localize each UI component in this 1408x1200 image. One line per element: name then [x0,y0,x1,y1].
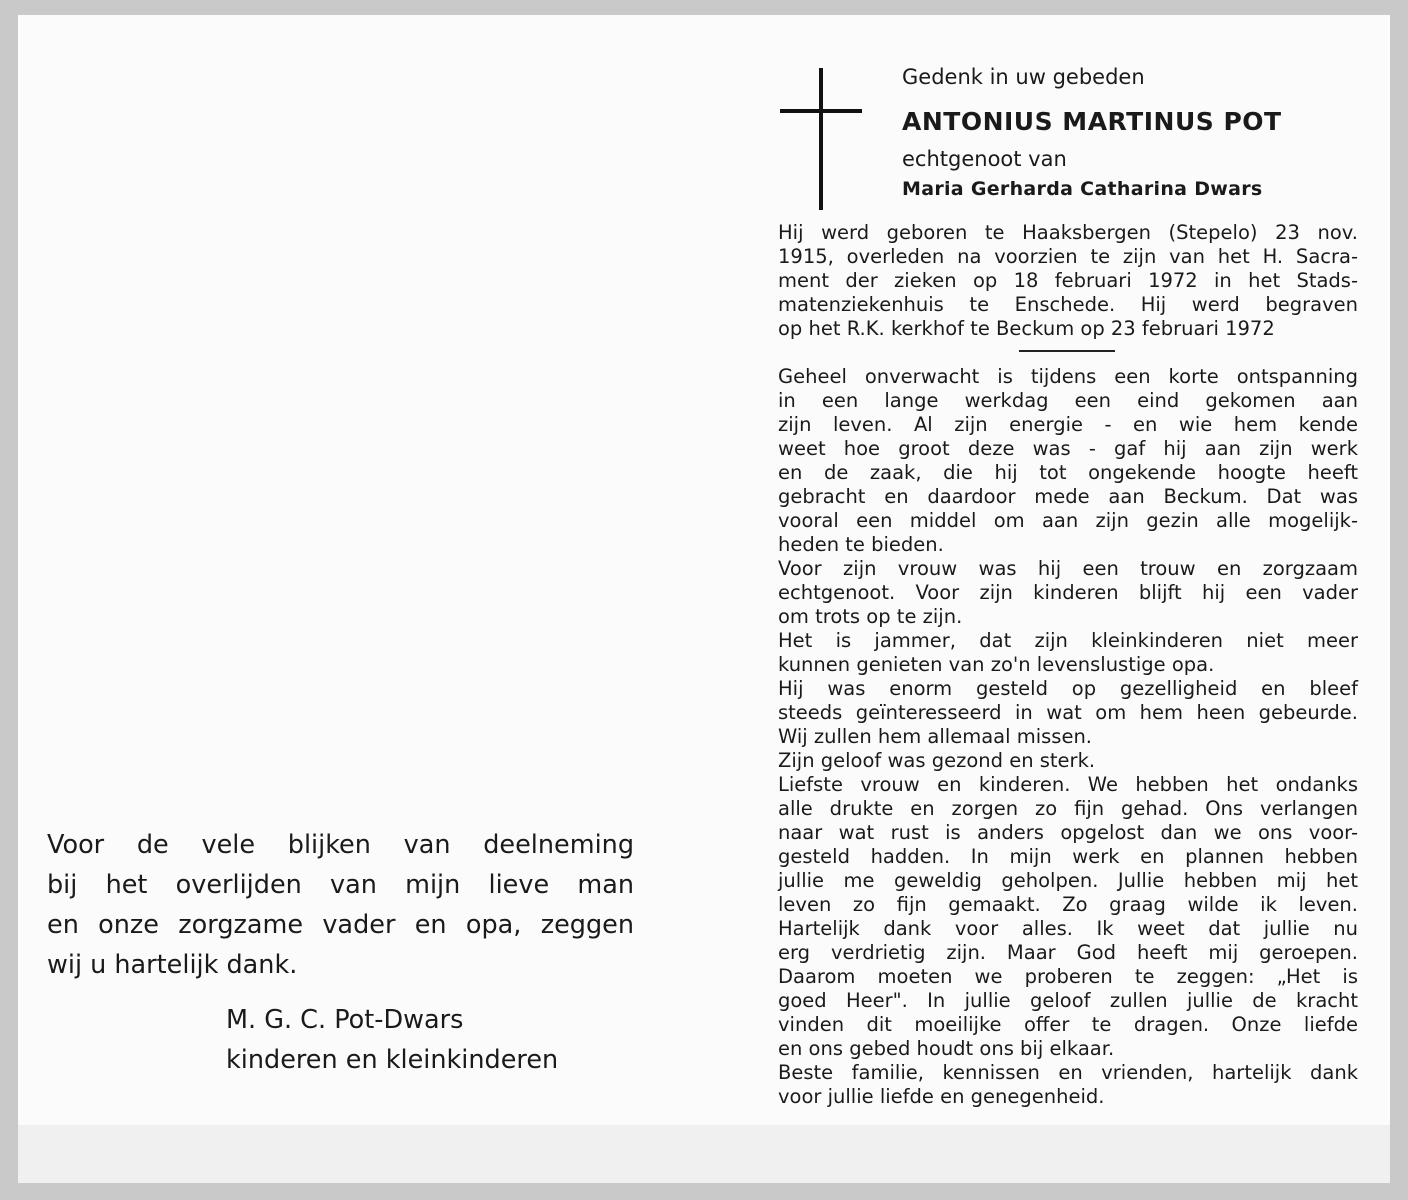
text-line: Liefste vrouw en kinderen. We hebben het ondanks [778,773,1358,796]
text-line: 1915, overleden na voorzien te zijn van het H. Sacra- [778,245,1358,268]
text-line: en onze zorgzame vader en opa, zeggen [47,910,634,940]
text-line: naar wat rust is anders opgelost dan we ons voor- [778,821,1358,844]
text-line: zijn leven. Al zijn energie - en wie hem kende [778,413,1358,436]
thanks-paragraph [47,825,634,985]
memorial-text [778,365,1358,1109]
text-line: leven zo fijn gemaakt. Zo graag wilde ik leven. [778,893,1358,916]
relation-text: echtgenoot van [902,147,1067,171]
text-line: in een lange werkdag een eind gekomen aan [778,389,1358,412]
spouse-name: Maria Gerharda Catharina Dwars [902,178,1263,200]
text-line: M. G. C. Pot-Dwars [226,1005,464,1035]
text-line: goed Heer". In jullie geloof zullen jullie de kracht [778,989,1358,1012]
text-line: Daarom moeten we proberen te zeggen: „Het is [778,965,1358,988]
text-line: Voor de vele blijken van deelneming [47,830,634,860]
text-line: kunnen genieten van zo'n levenslustige opa. [778,653,1215,676]
text-line: vooral een middel om aan zijn gezin alle mogelijk- [778,509,1358,532]
intro-text: Gedenk in uw gebeden [902,65,1145,89]
scan-edge [18,1125,1390,1183]
text-line: Zijn geloof was gezond en sterk. [778,749,1096,772]
text-line: Voor zijn vrouw was hij een trouw en zorgzaam [778,557,1358,580]
text-line: erg verdrietig zijn. Maar God heeft mij geroepen. [778,941,1358,964]
text-line: op het R.K. kerkhof te Beckum op 23 februari 1972 [778,317,1275,340]
text-line: en de zaak, die hij tot ongekende hoogte heeft [778,461,1358,484]
text-line: alle drukte en zorgen zo fijn gehad. Ons verlangen [778,797,1358,820]
text-line: en ons gebed houdt ons bij elkaar. [778,1037,1115,1060]
text-line: Hij was enorm gesteld op gezelligheid en bleef [778,677,1358,700]
text-line: ment der zieken op 18 februari 1972 in het Stads- [778,269,1358,292]
text-line: weet hoe groot deze was - gaf hij aan zijn werk [778,437,1358,460]
text-line: jullie me geweldig geholpen. Jullie hebben mij het [778,869,1358,892]
text-line: echtgenoot. Voor zijn kinderen blijft hij een vader [778,581,1358,604]
text-line: Hij werd geboren te Haaksbergen (Stepelo) 23 nov. [778,221,1358,244]
memorial-card [18,15,1390,1183]
text-line: Beste familie, kennissen en vrienden, hartelijk dank [778,1061,1358,1084]
text-line: voor jullie liefde en genegenheid. [778,1085,1105,1108]
text-line: om trots op te zijn. [778,605,963,628]
text-line: wij u hartelijk dank. [47,950,298,980]
signature [226,1000,558,1080]
text-line: Het is jammer, dat zijn kleinkinderen niet meer [778,629,1358,652]
cross-icon [819,68,823,210]
text-line: gebracht en daardoor mede aan Beckum. Dat was [778,485,1358,508]
cross-icon-bar [780,109,862,113]
divider [1019,350,1115,352]
text-line: Hartelijk dank voor alles. Ik weet dat jullie nu [778,917,1358,940]
text-line: matenziekenhuis te Enschede. Hij werd begraven [778,293,1358,316]
text-line: Geheel onverwacht is tijdens een korte ontspanning [778,365,1358,388]
text-line: heden te bieden. [778,533,944,556]
text-line: Wij zullen hem allemaal missen. [778,725,1092,748]
text-line: steeds geïnteresseerd in wat om hem heen gebeurde. [778,701,1358,724]
deceased-name: ANTONIUS MARTINUS POT [902,107,1282,136]
text-line: bij het overlijden van mijn lieve man [47,870,634,900]
text-line: kinderen en kleinkinderen [226,1045,559,1075]
text-line: gesteld hadden. In mijn werk en plannen hebben [778,845,1358,868]
bio-paragraph [778,221,1358,341]
text-line: vinden dit moeilijke offer te dragen. Onze liefde [778,1013,1358,1036]
